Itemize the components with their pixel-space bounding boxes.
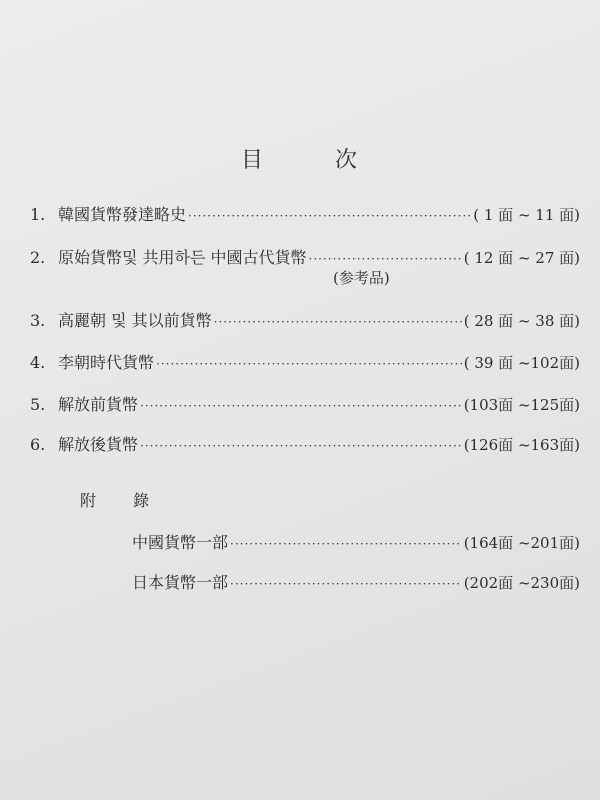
dot-leader <box>230 577 462 591</box>
entry-pages: (164面 ~201面) <box>463 534 580 552</box>
dot-leader <box>230 537 462 551</box>
appendix-entry-1 <box>128 530 580 554</box>
entry-title: 李朝時代貨幣 <box>58 353 155 372</box>
entry-title: 中國貨幣一部 <box>132 533 229 552</box>
toc-entry-3 <box>30 308 580 332</box>
page-title <box>0 143 600 174</box>
toc-entry-1 <box>30 202 580 226</box>
toc-entry-6 <box>30 432 580 456</box>
entry-pages: (103面 ~125面) <box>463 396 580 414</box>
entry-number: 2. <box>30 248 46 267</box>
entry-pages: ( 1 面 ~ 11 面) <box>473 206 580 224</box>
entry-number: 5. <box>30 395 46 414</box>
dot-leader <box>156 357 462 371</box>
entry-number: 4. <box>30 353 46 372</box>
entry-pages: ( 12 面 ~ 27 面) <box>463 249 580 267</box>
entry-number: 6. <box>30 435 46 454</box>
entry-pages: (202面 ~230面) <box>463 574 580 592</box>
title-char-left: 目 <box>240 148 265 173</box>
entry-pages: (126面 ~163面) <box>463 436 580 454</box>
entry-number: 3. <box>30 311 46 330</box>
title-char-right: 次 <box>335 148 360 173</box>
dot-leader <box>188 209 471 223</box>
entry-title: 原始貨幣및 共用하든 中國古代貨幣 <box>58 248 307 267</box>
entry-number: 1. <box>30 205 46 224</box>
entry-title: 日本貨幣一部 <box>132 573 229 592</box>
toc-entry-2 <box>30 245 580 269</box>
entry-pages: ( 28 面 ~ 38 面) <box>463 312 580 330</box>
appendix-heading: 附 錄 <box>80 491 166 510</box>
entry-title: 解放前貨幣 <box>58 395 139 414</box>
dot-leader <box>140 439 462 453</box>
toc-entry-5 <box>30 392 580 416</box>
entry-title: 高麗朝 및 其以前貨幣 <box>58 311 212 330</box>
toc-entry-4 <box>30 350 580 374</box>
dot-leader <box>140 399 462 413</box>
entry-pages: ( 39 面 ~102面) <box>463 354 580 372</box>
appendix-entry-2 <box>128 570 580 594</box>
dot-leader <box>214 315 462 329</box>
dot-leader <box>309 252 462 266</box>
entry-title: 解放後貨幣 <box>58 435 139 454</box>
entry-note: (参考品) <box>333 269 390 287</box>
entry-title: 韓國貨幣發達略史 <box>58 205 187 224</box>
